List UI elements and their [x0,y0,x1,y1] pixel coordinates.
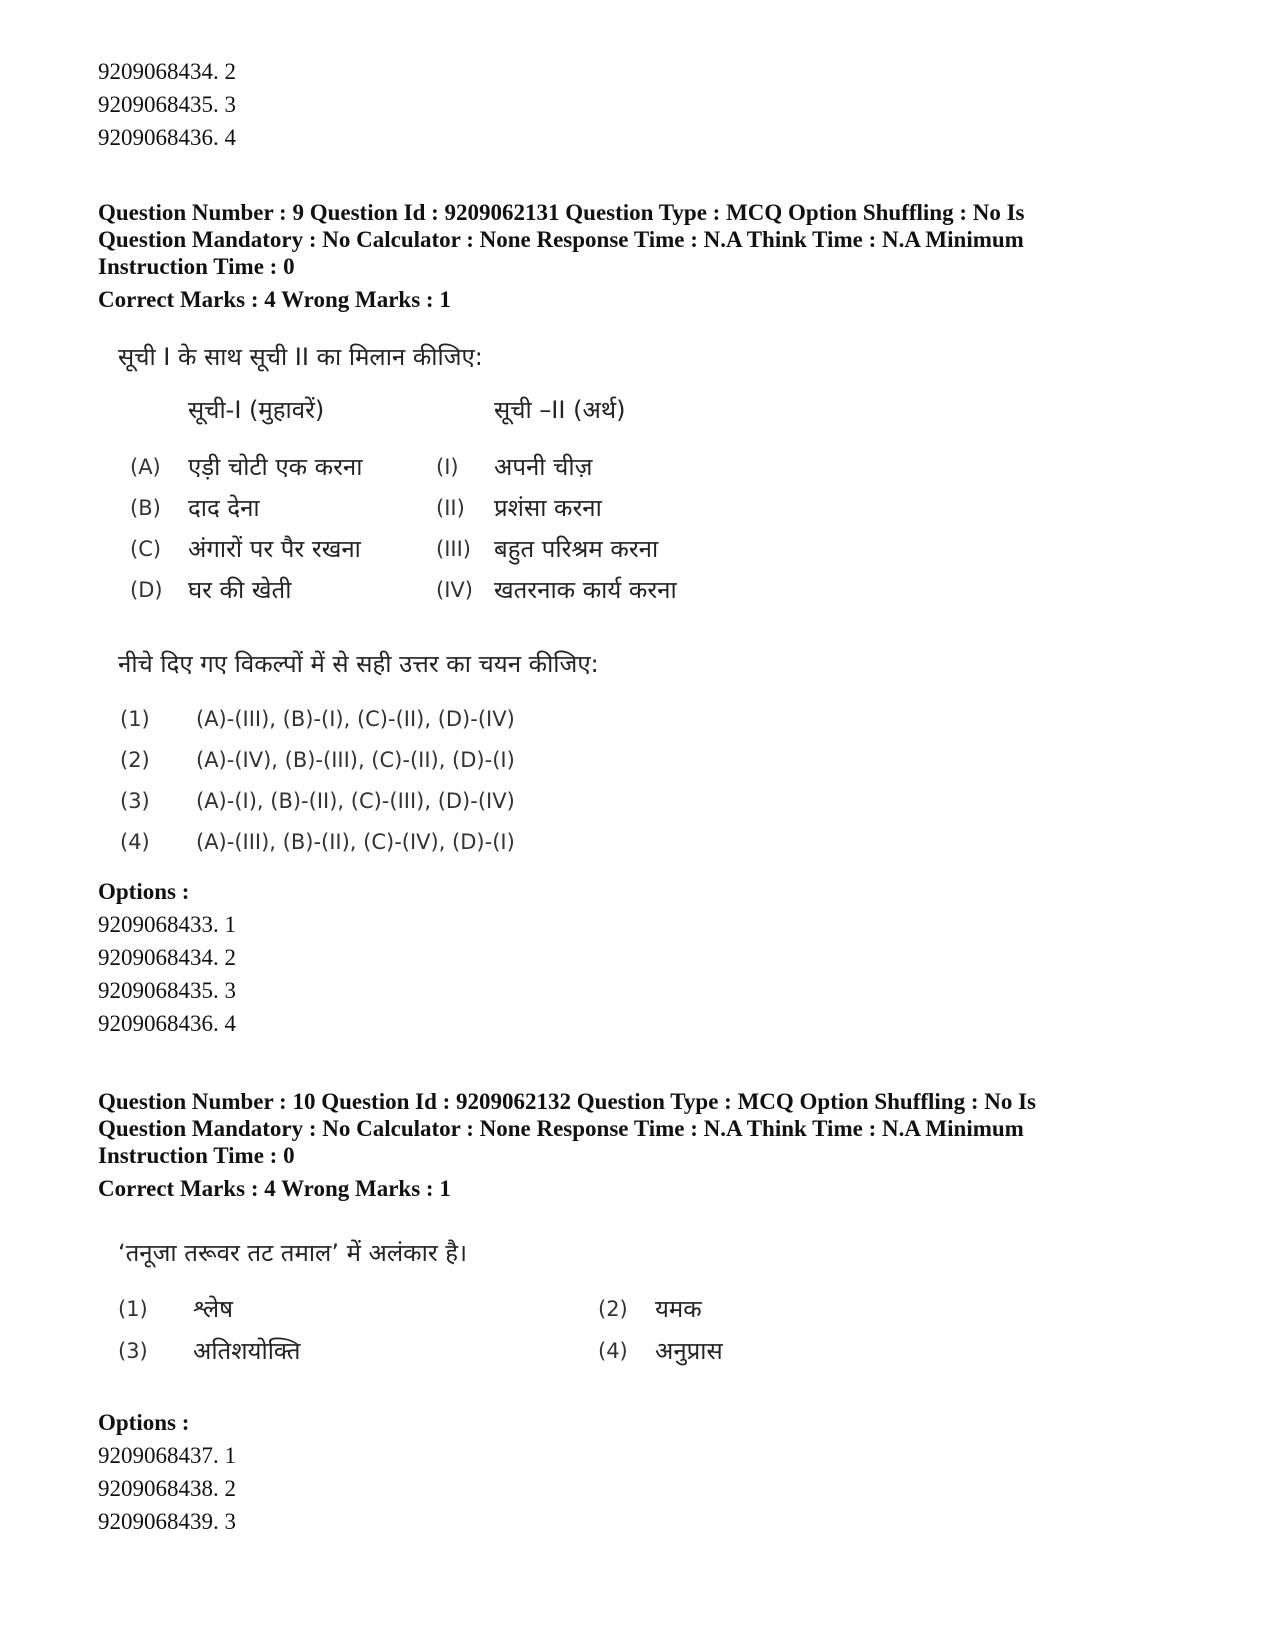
choice-text: अतिशयोक्ति [193,1337,301,1365]
list-1-item: एड़ी चोटी एक करना [188,453,363,481]
list-2-item: बहुत परिश्रम करना [494,535,659,563]
question-header-line: Instruction Time : 0 [98,1143,295,1168]
option-id-line: 9209068434. 2 [98,945,236,970]
choice-text: (A)-(I), (B)-(II), (C)-(III), (D)-(IV) [196,789,515,813]
choice-text: (A)-(III), (B)-(II), (C)-(IV), (D)-(I) [196,830,515,854]
question-marks: Correct Marks : 4 Wrong Marks : 1 [98,1176,451,1201]
option-id-line: 9209068435. 3 [98,92,236,117]
choice-number: (4) [120,830,150,854]
choice-text: अनुप्रास [655,1337,723,1365]
list-2-item: खतरनाक कार्य करना [494,576,677,604]
list-2-item: अपनी चीज़ [494,453,593,481]
list-2-key: (III) [436,537,471,561]
list-1-key: (A) [130,455,161,479]
option-id-line: 9209068435. 3 [98,978,236,1003]
option-id-line: 9209068436. 4 [98,1011,236,1036]
choice-number: (2) [120,748,150,772]
list-2-item: प्रशंसा करना [494,494,602,522]
choice-text: (A)-(III), (B)-(I), (C)-(II), (D)-(IV) [196,707,515,731]
options-heading: Options : [98,1410,190,1435]
list-1-key: (D) [130,578,163,602]
choose-prompt: नीचे दिए गए विकल्पों में से सही उत्तर का चयन कीजिए: [118,650,599,678]
choice-number: (2) [598,1297,628,1321]
list-2-key: (II) [436,496,465,520]
question-header-line: Instruction Time : 0 [98,254,295,279]
choice-text: श्लेष [193,1295,234,1323]
option-id-line: 9209068433. 1 [98,912,236,937]
choice-text: (A)-(IV), (B)-(III), (C)-(II), (D)-(I) [196,748,515,772]
question-header-line: Question Number : 10 Question Id : 9209062132 Question Type : MCQ Option Shuffling : No Is [98,1089,1037,1114]
choice-number: (3) [118,1339,148,1363]
list-1-item: अंगारों पर पैर रखना [188,535,361,563]
choice-text: यमक [655,1295,702,1323]
list-1-header: सूची-I (मुहावरें) [188,396,325,424]
question-header-line: Question Mandatory : No Calculator : None Response Time : N.A Think Time : N.A Minimum [98,1116,1024,1141]
list-2-header: सूची –II (अर्थ) [494,396,626,424]
question-marks: Correct Marks : 4 Wrong Marks : 1 [98,287,451,312]
list-1-key: (B) [130,496,161,520]
list-1-item: घर की खेती [188,576,292,604]
list-1-key: (C) [130,537,162,561]
list-2-key: (I) [436,455,459,479]
option-id-line: 9209068434. 2 [98,59,236,84]
choice-number: (1) [118,1297,148,1321]
choice-number: (4) [598,1339,628,1363]
question-prompt: ‘तनूजा तरूवर तट तमाल’ में अलंकार है। [118,1239,468,1267]
question-header-line: Question Mandatory : No Calculator : None Response Time : N.A Think Time : N.A Minimum [98,227,1024,252]
option-id-line: 9209068436. 4 [98,125,236,150]
list-1-item: दाद देना [188,494,260,522]
choice-number: (3) [120,789,150,813]
choice-number: (1) [120,707,150,731]
option-id-line: 9209068437. 1 [98,1443,236,1468]
question-header-line: Question Number : 9 Question Id : 9209062131 Question Type : MCQ Option Shuffling : No Is [98,200,1025,225]
options-heading: Options : [98,879,190,904]
option-id-line: 9209068438. 2 [98,1476,236,1501]
option-id-line: 9209068439. 3 [98,1509,236,1534]
list-2-key: (IV) [436,578,473,602]
question-prompt: सूची I के साथ सूची II का मिलान कीजिए: [118,343,483,371]
